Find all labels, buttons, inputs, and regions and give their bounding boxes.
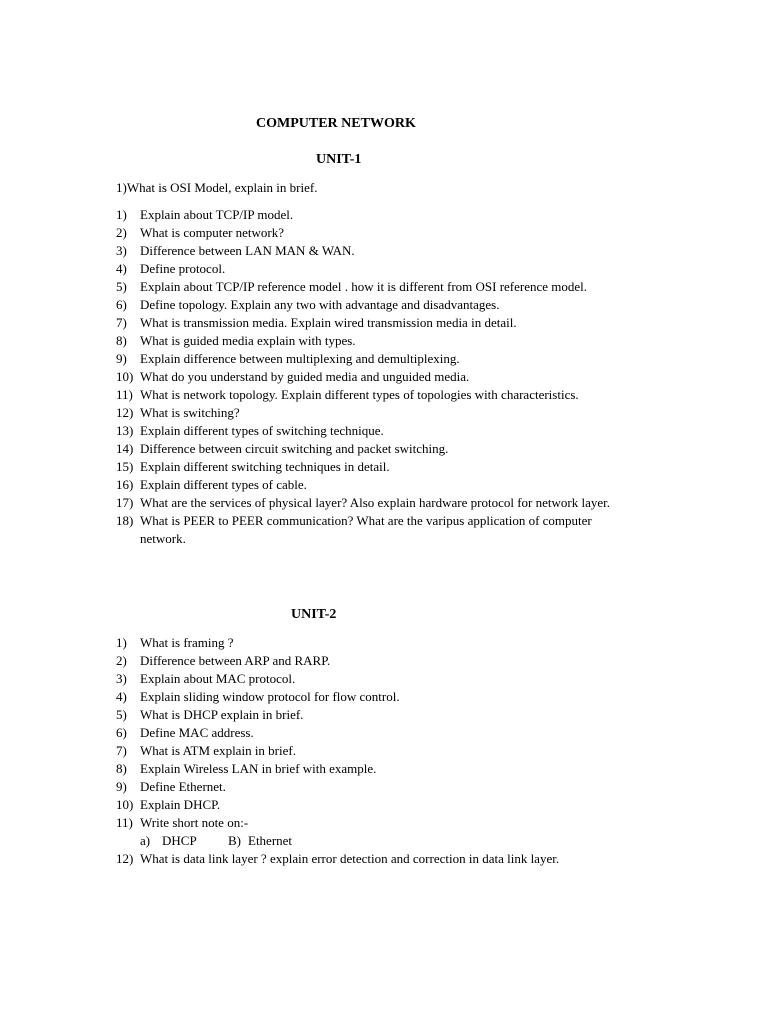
list-item xyxy=(116,778,716,796)
option-a-label: a) xyxy=(140,833,151,848)
question-text: What is network topology. Explain different types of topologies with characteristics. xyxy=(140,387,579,402)
question-text: Explain difference between multiplexing and demultiplexing. xyxy=(140,351,460,366)
question-number: 6) xyxy=(116,297,127,312)
list-item xyxy=(116,296,716,314)
question-text: Explain about TCP/IP model. xyxy=(140,207,294,222)
list-item xyxy=(116,796,716,814)
question-text: Explain sliding window protocol for flow control. xyxy=(140,689,400,704)
question-text: What is switching? xyxy=(140,405,240,420)
list-item xyxy=(116,404,716,422)
question-number: 12) xyxy=(116,405,134,420)
question-number: 6) xyxy=(116,725,127,740)
question-text: What is data link layer ? explain error detection and correction in data link layer. xyxy=(140,851,560,866)
question-number: 2) xyxy=(116,225,127,240)
list-item xyxy=(116,814,716,832)
short-note-options xyxy=(116,832,716,850)
question-number: 13) xyxy=(116,423,134,438)
question-number: 7) xyxy=(116,743,127,758)
question-number: 8) xyxy=(116,333,127,348)
list-item xyxy=(116,440,716,458)
question-text: Write short note on:- xyxy=(140,815,249,830)
question-number: 10) xyxy=(116,369,134,384)
question-number: 10) xyxy=(116,797,134,812)
list-item xyxy=(116,634,716,652)
question-number: 5) xyxy=(116,707,127,722)
list-item xyxy=(116,688,716,706)
question-text: Explain different types of cable. xyxy=(140,477,307,492)
unit1-intro-question: 1)What is OSI Model, explain in brief. xyxy=(116,180,318,195)
question-text: Define MAC address. xyxy=(140,725,254,740)
unit2-heading: UNIT-2 xyxy=(291,607,337,622)
list-item xyxy=(116,350,716,368)
list-item xyxy=(116,742,716,760)
question-text: What do you understand by guided media and unguided media. xyxy=(140,369,470,384)
unit2-question-list xyxy=(116,634,716,868)
question-number: 11) xyxy=(116,815,133,830)
question-number: 12) xyxy=(116,851,134,866)
list-item xyxy=(116,760,716,778)
list-item xyxy=(116,278,716,296)
list-item xyxy=(116,706,716,724)
list-item xyxy=(116,652,716,670)
list-item xyxy=(116,314,716,332)
question-number: 15) xyxy=(116,459,134,474)
list-item xyxy=(116,512,716,548)
question-number: 3) xyxy=(116,671,127,686)
list-item xyxy=(116,422,716,440)
question-text: What are the services of physical layer? Also explain hardware protocol for network layer. xyxy=(140,495,610,510)
unit1-heading: UNIT-1 xyxy=(316,152,362,167)
list-item xyxy=(116,224,716,242)
question-number: 3) xyxy=(116,243,127,258)
question-text: Explain different switching techniques in detail. xyxy=(140,459,390,474)
list-item xyxy=(116,332,716,350)
list-item xyxy=(116,494,716,512)
option-b-label: B) xyxy=(228,833,241,848)
question-number: 5) xyxy=(116,279,127,294)
question-text: Difference between ARP and RARP. xyxy=(140,653,331,668)
question-text: What is transmission media. Explain wired transmission media in detail. xyxy=(140,315,517,330)
list-item xyxy=(116,670,716,688)
question-number: 11) xyxy=(116,387,133,402)
question-number: 2) xyxy=(116,653,127,668)
question-text: Explain DHCP. xyxy=(140,797,221,812)
list-item xyxy=(116,724,716,742)
question-number: 1) xyxy=(116,207,127,222)
question-text: What is framing ? xyxy=(140,635,234,650)
question-text: Difference between LAN MAN & WAN. xyxy=(140,243,355,258)
list-item xyxy=(116,260,716,278)
list-item xyxy=(116,850,716,868)
question-number: 16) xyxy=(116,477,134,492)
question-text: Explain about TCP/IP reference model . how it is different from OSI reference model. xyxy=(140,279,588,294)
list-item xyxy=(116,476,716,494)
question-text: Explain different types of switching technique. xyxy=(140,423,384,438)
question-text: Define protocol. xyxy=(140,261,226,276)
list-item xyxy=(116,386,716,404)
question-text: What is DHCP explain in brief. xyxy=(140,707,304,722)
list-item xyxy=(116,368,716,386)
question-text: What is PEER to PEER communication? What are the varipus application of computer network. xyxy=(140,513,596,546)
question-number: 9) xyxy=(116,351,127,366)
question-number: 18) xyxy=(116,513,134,528)
question-number: 7) xyxy=(116,315,127,330)
question-number: 8) xyxy=(116,761,127,776)
question-text: Define Ethernet. xyxy=(140,779,226,794)
question-number: 9) xyxy=(116,779,127,794)
unit1-question-list xyxy=(116,206,716,548)
question-number: 17) xyxy=(116,495,134,510)
question-text: Define topology. Explain any two with advantage and disadvantages. xyxy=(140,297,500,312)
question-number: 4) xyxy=(116,261,127,276)
question-number: 1) xyxy=(116,635,127,650)
list-item xyxy=(116,206,716,224)
question-text: What is computer network? xyxy=(140,225,285,240)
question-number: 14) xyxy=(116,441,134,456)
option-a-text: DHCP xyxy=(162,833,197,848)
list-item xyxy=(116,458,716,476)
question-text: What is ATM explain in brief. xyxy=(140,743,296,758)
question-text: What is guided media explain with types. xyxy=(140,333,356,348)
question-number: 4) xyxy=(116,689,127,704)
list-item xyxy=(116,242,716,260)
question-text: Explain Wireless LAN in brief with example. xyxy=(140,761,377,776)
document-title: COMPUTER NETWORK xyxy=(256,116,416,131)
question-text: Explain about MAC protocol. xyxy=(140,671,296,686)
question-text: Difference between circuit switching and packet switching. xyxy=(140,441,449,456)
option-b-text: Ethernet xyxy=(248,833,293,848)
